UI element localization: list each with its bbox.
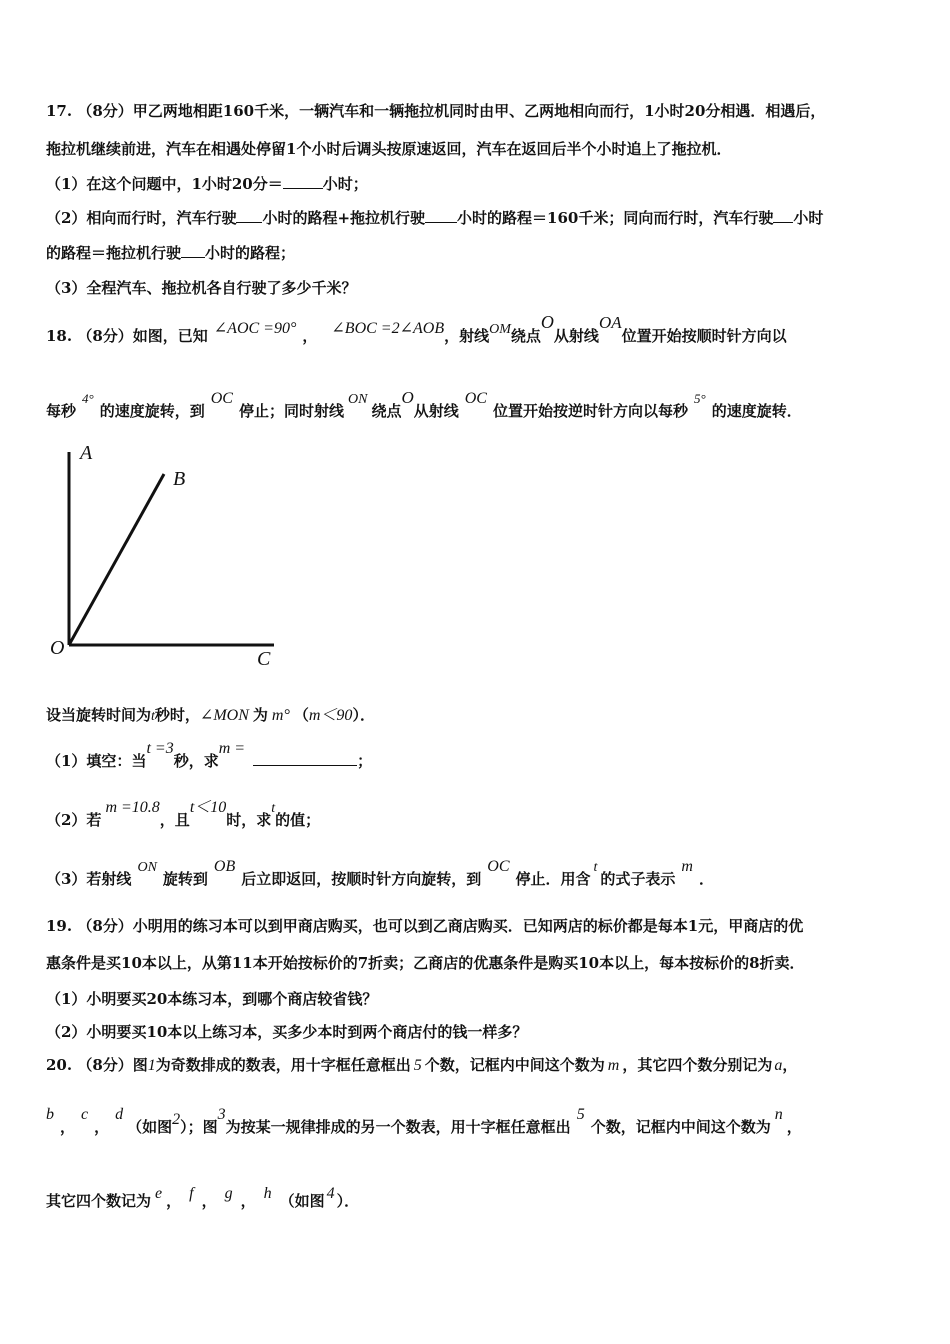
label-b: B: [173, 468, 186, 490]
math-4deg: 4°: [82, 391, 94, 406]
answer-blank: [773, 208, 793, 223]
q20-text: 为奇数排成的数表，用十字框任意框出: [155, 1056, 411, 1074]
math-f: f: [189, 1185, 194, 1202]
math-1: 1: [147, 1057, 156, 1074]
math-b: b: [46, 1106, 54, 1123]
q18-line2: [46, 388, 802, 423]
q18-text: 停止；同时射线: [238, 402, 344, 420]
math-oa: OA: [598, 313, 622, 332]
q19-line2: 惠条件是买10本以上，从第11本开始按标价的7折卖；乙商店的优惠条件是购买10本以上，每本按标价的8折卖．: [46, 954, 805, 972]
q17-part1-text-a: （1）在这个问题中，1小时20分＝: [46, 175, 283, 193]
math-2: 2: [172, 1111, 181, 1128]
q18-text: （1）填空：当: [46, 752, 147, 770]
math-t-lt-10: t＜10: [189, 799, 227, 816]
q20-text: ，: [240, 1192, 256, 1210]
math-m-eq-10-8: m =10.8: [105, 799, 160, 816]
q18-text: 的速度旋转．: [711, 402, 802, 420]
math-angle-boc: ∠BOC =2∠AOB: [331, 320, 445, 337]
math-oc: OC: [487, 858, 510, 875]
q18-text: ；: [357, 752, 373, 770]
q20-text: 20. （8分）图: [46, 1056, 148, 1074]
math-ob: OB: [213, 858, 236, 875]
math-a: a: [774, 1057, 783, 1074]
label-c: C: [257, 648, 271, 670]
answer-blank: [283, 174, 323, 189]
math-om: OM: [489, 322, 511, 337]
label-a: A: [80, 442, 93, 464]
q18-text: 绕点: [510, 327, 541, 345]
q17-part2-text: 小时: [793, 209, 824, 227]
q18-text: ，射线: [444, 327, 490, 345]
q20-text: ，: [782, 1056, 798, 1074]
math-4: 4: [326, 1185, 335, 1202]
q18-text: 停止．用含: [515, 870, 591, 888]
q17-part1-text-b: 小时；: [322, 175, 368, 193]
q18-text: ，: [302, 327, 318, 345]
math-d: d: [115, 1106, 124, 1123]
math-m-eq: m =: [218, 740, 246, 757]
math-g: g: [224, 1185, 233, 1202]
q18-text: ）．: [352, 706, 375, 724]
q20-text: ，: [166, 1192, 182, 1210]
q17-part2-text: 小时的路程；: [205, 244, 296, 262]
q20-text: 其它四个数记为: [46, 1192, 152, 1210]
math-m: m: [681, 858, 693, 875]
q17-line1: 17. （8分）甲乙两地相距160千米，一辆汽车和一辆拖拉机同时由甲、乙两地相向而行，1小时20分相遇．相遇后，: [46, 102, 826, 120]
q17-part2-text: 小时的路程＝160千米；同向而行时，汽车行驶: [457, 209, 774, 227]
math-oc: OC: [464, 390, 487, 407]
q18-text: 时，求: [226, 811, 272, 829]
q18-part3: [46, 858, 714, 891]
q20-text: 个数，记框内中间这个数为: [590, 1118, 771, 1136]
angle-figure: [40, 440, 290, 680]
q17-part2-text: 小时的路程+拖拉机行驶: [262, 209, 426, 227]
answer-blank: [425, 208, 457, 223]
math-e: e: [155, 1185, 163, 1202]
q20-text: （如图: [127, 1118, 173, 1136]
q19-line1: 19. （8分）小明用的练习本可以到甲商店购买，也可以到乙商店购买．已知两店的标价都是每本1元，甲商店的优: [46, 917, 804, 935]
math-3: 3: [217, 1106, 226, 1123]
math-m-deg: m°: [271, 707, 290, 724]
q20-text: ，: [786, 1118, 802, 1136]
q18-text: 旋转到: [162, 870, 208, 888]
q20-text: 个数，记框内中间这个数为: [424, 1056, 605, 1074]
q18-text: 绕点: [371, 402, 402, 420]
q18-part1: [46, 740, 373, 772]
q18-text: 18. （8分）如图，已知: [46, 327, 208, 345]
q19-part1: （1）小明要买20本练习本，到哪个商店较省钱？: [46, 990, 378, 1008]
answer-blank: [236, 208, 262, 223]
q18-text: 每秒: [46, 402, 77, 420]
q20-text: ）；图: [180, 1118, 218, 1136]
math-m-lt-90: m＜90: [308, 707, 353, 724]
q18-text: （2）若: [46, 811, 102, 829]
math-t: t: [271, 801, 276, 816]
math-o: O: [540, 312, 554, 332]
math-oc: OC: [210, 390, 233, 407]
label-o: O: [50, 637, 65, 659]
math-5deg: 5°: [694, 391, 706, 406]
answer-blank: [181, 243, 205, 258]
q18-text: 从射线: [413, 402, 459, 420]
q18-text: 位置开始按逆时针方向以每秒: [492, 402, 688, 420]
q18-text: （: [293, 706, 309, 724]
q20-text: ，: [94, 1118, 110, 1136]
q20-text: ，: [60, 1118, 76, 1136]
q18-setup: [46, 705, 375, 727]
math-h: h: [263, 1185, 272, 1202]
q18-text: 的值；: [275, 811, 321, 829]
q18-part2: [46, 799, 321, 832]
math-mon: ∠MON: [199, 707, 249, 724]
q17-part2-text: 的路程＝拖拉机行驶: [46, 244, 182, 262]
q18-text: （3）若射线: [46, 870, 132, 888]
q18-text: 为: [252, 706, 268, 724]
q17-part2-cont: [46, 243, 295, 263]
q17-part2: [46, 208, 823, 228]
q18-text: 的式子表示: [600, 870, 676, 888]
q17-part1: [46, 174, 368, 194]
q20-text: ，: [201, 1192, 217, 1210]
q20-text: （如图: [279, 1192, 325, 1210]
math-on: ON: [347, 392, 368, 407]
q19-part2: （2）小明要买10本以上练习本，买多少本时到两个商店付的钱一样多？: [46, 1023, 528, 1041]
q20-text: 为按某一规律排成的另一个数表，用十字框任意框出: [225, 1118, 571, 1136]
math-c: c: [81, 1106, 89, 1123]
answer-blank: [253, 751, 357, 766]
math-5: 5: [413, 1057, 422, 1074]
q18-text: 秒，求: [173, 752, 219, 770]
q18-text: 的速度旋转，到: [99, 402, 205, 420]
math-on: ON: [137, 860, 157, 875]
math-n: n: [774, 1106, 783, 1123]
q20-text: ，其它四个数分别记为: [622, 1056, 773, 1074]
q18-text: 秒时，: [154, 706, 200, 724]
math-angle-aoc: ∠AOC =90°: [213, 320, 297, 337]
q20-text: ）．: [336, 1192, 360, 1210]
math-o: O: [401, 388, 414, 407]
q18-text: 从射线: [553, 327, 599, 345]
math-m: m: [607, 1057, 620, 1074]
q18-text: ．: [698, 870, 714, 888]
q20-line3: [46, 1185, 360, 1212]
q20-line2: [46, 1106, 802, 1138]
math-t: t: [593, 860, 598, 875]
q17-part3: （3）全程汽车、拖拉机各自行驶了多少千米？: [46, 279, 357, 297]
math-t: t: [151, 709, 155, 724]
q18-text: 设当旋转时间为: [46, 706, 152, 724]
q18-line1: [46, 312, 787, 348]
q18-text: ，且: [159, 811, 190, 829]
q18-text: 后立即返回，按顺时针方向旋转，到: [241, 870, 482, 888]
math-t-eq-3: t =3: [146, 740, 174, 757]
q17-line2: 拖拉机继续前进，汽车在相遇处停留1个小时后调头按原速返回，汽车在返回后半个小时追上了拖拉机．: [46, 140, 732, 158]
math-5: 5: [576, 1106, 585, 1123]
q18-text: 位置开始按顺时针方向以: [621, 327, 787, 345]
ray-ob: [69, 474, 164, 645]
q20-line1: [46, 1055, 797, 1076]
q17-part2-text: （2）相向而行时，汽车行驶: [46, 209, 237, 227]
